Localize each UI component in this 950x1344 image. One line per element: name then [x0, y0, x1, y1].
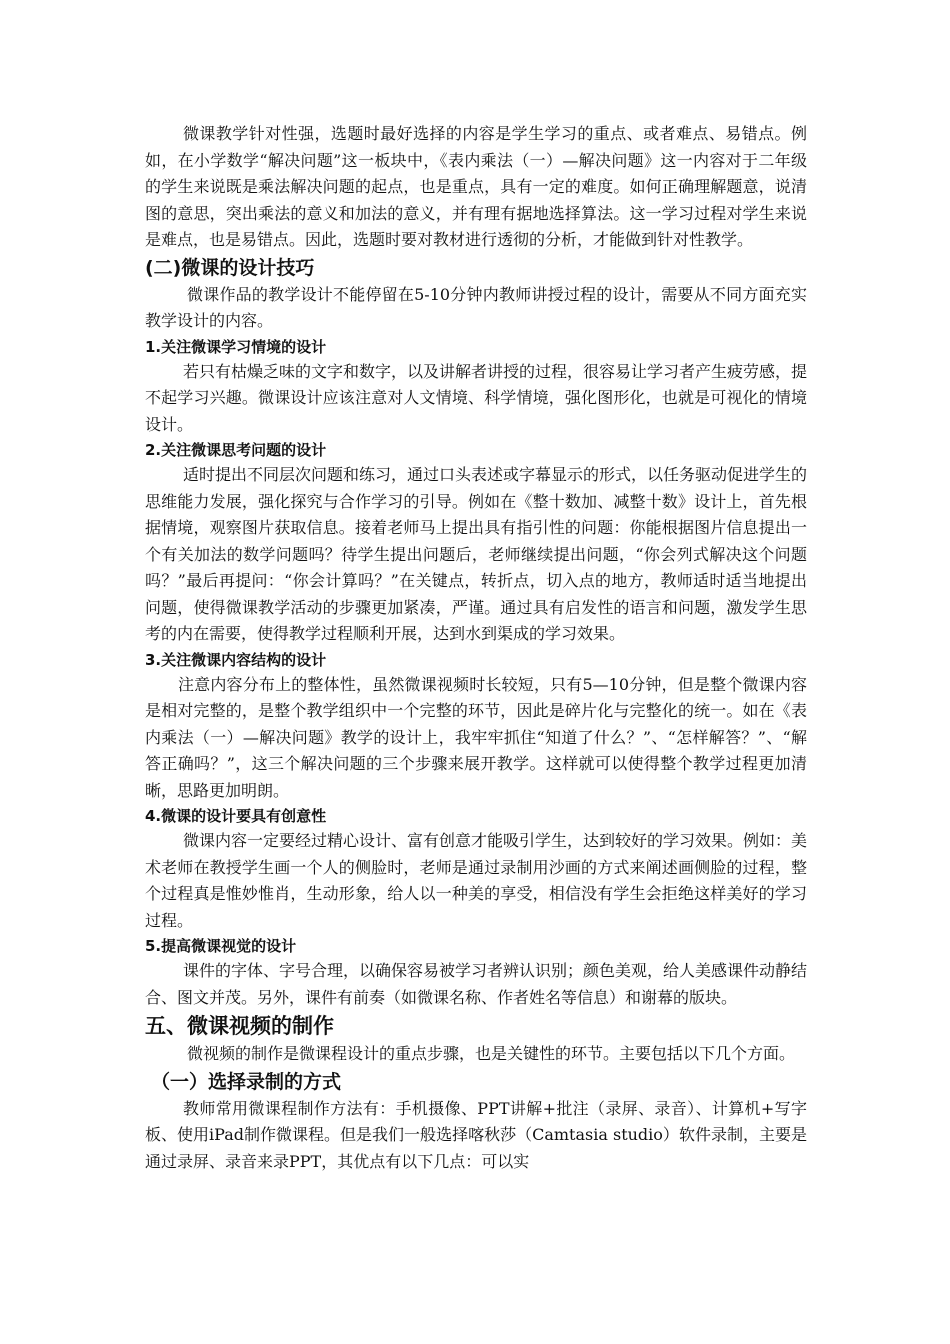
heading-recording-method: （一）选择录制的方式 [151, 1070, 342, 1093]
heading-question-design: 2.关注微课思考问题的设计 [145, 441, 327, 459]
heading-visual-design: 5.提高微课视觉的设计 [145, 937, 297, 955]
heading-context-design: 1.关注微课学习情境的设计 [145, 337, 327, 356]
paragraph-topic-selection: 微课教学针对性强，选题时最好选择的内容是学生学习的重点、或者难点、易错点。例如，在小学数学“解决问题”这一板块中，《表内乘法（一）—解决问题》这一内容对于二年级的学生来说既是乘法解决问题的起点，也是重点，具有一定的难度。如何正确理解题意，说清图的意思，突出乘法的意义和加法的意义，并有理有据地选择算法。这一学习过程对学生来说是难点，也是易错点。因此，选题时要对教材进行透彻的分析，才能做到针对性教学。 [145, 124, 807, 249]
paragraph-recording-method: 教师常用微课程制作方法有：手机摄像、PPT讲解+批注（录屏、录音）、计算机+写字板、使用iPad制作微课程。但是我们一般选择喀秋莎（Camtasia studio）软件录制，主要是通过录屏、录音来录PPT，其优点有以下几点：可以实 [145, 1098, 807, 1171]
heading-design-skills: (二)微课的设计技巧 [145, 256, 315, 279]
paragraph-design-intro: 微课作品的教学设计不能停留在5-10分钟内教师讲授过程的设计，需要从不同方面充实教学设计的内容。 [145, 284, 807, 330]
paragraph-visual-design: 课件的字体、字号合理，以确保容易被学习者辨认识别；颜色美观，给人美感课件动静结合、图文并茂。另外，课件有前奏（如微课名称、作者姓名等信息）和谢幕的版块。 [145, 961, 808, 1007]
heading-creativity: 4.微课的设计要具有创意性 [145, 807, 327, 825]
paragraph-creativity: 微课内容一定要经过精心设计、富有创意才能吸引学生，达到较好的学习效果。例如：美术老师在教授学生画一个人的侧脸时，老师是通过录制用沙画的方式来阐述画侧脸的过程，整个过程真是惟妙惟肖，生动形象，给人以一种美的享受，相信没有学生会拒绝这样美好的学习过程。 [145, 831, 808, 930]
paragraph-video-production: 微视频的制作是微课程设计的重点步骤，也是关键性的环节。主要包括以下几个方面。 [187, 1044, 796, 1063]
paragraph-question-design: 适时提出不同层次问题和练习，通过口头表述或字幕显示的形式，以任务驱动促进学生的思维能力发展，强化探究与合作学习的引导。例如在《整十数加、减整十数》设计上，首先根据情境，观察图片获取信息。接着老师马上提出具有指引性的问题：你能根据图片信息提出一个有关加法的数学问题吗？待学生提出问题后，老师继续提出问题，“你会列式解决这个问题吗？”最后再提问：“你会计算吗？”在关键点，转折点，切入点的地方，教师适时适当地提出问题，使得微课教学活动的步骤更加紧凑，严谨。通过具有启发性的语言和问题，激发学生思考的内在需要，使得教学过程顺利开展，达到水到渠成的学习效果。 [145, 465, 808, 643]
heading-video-production: 五、微课视频的制作 [145, 1014, 334, 1038]
paragraph-context-design: 若只有枯燥乏味的文字和数字，以及讲解者讲授的过程，很容易让学习者产生疲劳感，提不起学习兴趣。微课设计应该注意对人文情境、科学情境，强化图形化，也就是可视化的情境设计。 [145, 361, 808, 434]
document-body [145, 121, 807, 1175]
heading-structure-design: 3.关注微课内容结构的设计 [145, 650, 327, 669]
paragraph-structure-design: 注意内容分布上的整体性，虽然微课视频时长较短，只有5—10分钟，但是整个微课内容是相对完整的，是整个教学组织中一个完整的环节，因此是碎片化与完整化的统一。如在《表内乘法（一）—解决问题》教学的设计上，我牢牢抓住“知道了什么？”、“怎样解答？”、“解答正确吗？”，这三个解决问题的三个步骤来展开教学。这样就可以使得整个教学过程更加清晰，思路更加明朗。 [145, 674, 807, 800]
